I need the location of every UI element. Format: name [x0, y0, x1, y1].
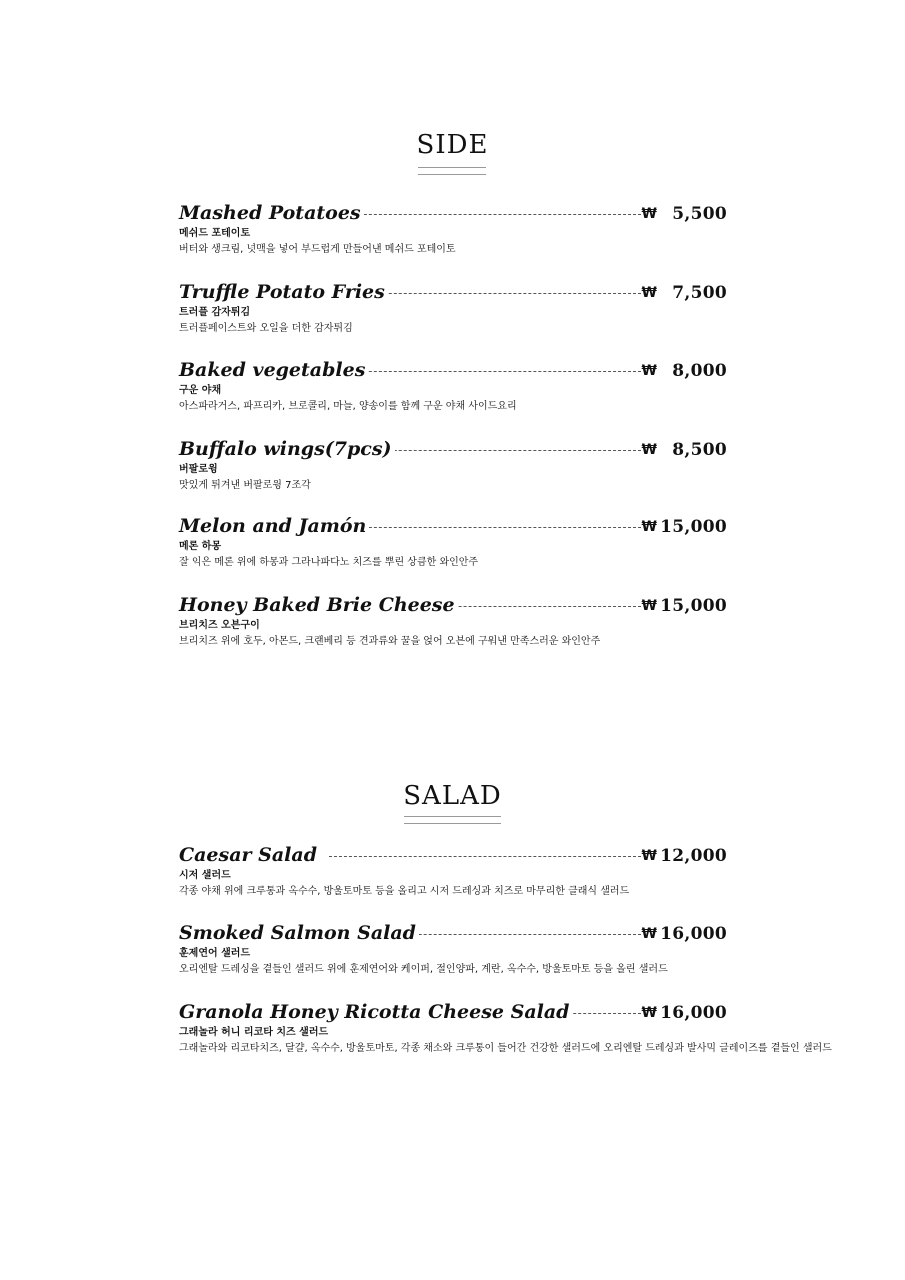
dotted-leader	[329, 214, 641, 215]
item-price: 15,000	[660, 517, 727, 537]
item-description: 버터와 생크림, 넛맥을 넣어 부드럽게 만들어낸 메쉬드 포테이토	[179, 244, 456, 255]
item-header-row	[179, 842, 727, 868]
menu-item-honey-baked-brie	[179, 592, 839, 650]
item-description: 아스파라거스, 파프리카, 브로콜리, 마늘, 양송이를 함께 구운 야채 사이드요리	[179, 401, 517, 412]
item-price: 12,000	[660, 846, 727, 866]
item-korean-name: 구운 야채	[179, 385, 222, 396]
item-header-row	[179, 592, 727, 618]
side-section-title: SIDE	[416, 130, 489, 160]
item-korean-name: 메론 하몽	[179, 541, 222, 552]
item-description: 그래놀라와 리코타치즈, 달걀, 옥수수, 방울토마토, 각종 채소와 크루통이 들어간 건강한 샐러드에 오리엔탈 드레싱과 발사믹 글레이즈를 곁들인 샐러드	[179, 1043, 832, 1054]
side-title-underline	[418, 167, 486, 175]
salad-section-title: SALAD	[403, 781, 502, 811]
menu-item-granola-ricotta-salad	[179, 999, 839, 1057]
item-price: 8,000	[672, 361, 727, 381]
menu-item-truffle-potato-fries	[179, 279, 839, 337]
item-price: 8,500	[672, 440, 727, 460]
item-header-row	[179, 357, 727, 383]
item-korean-name: 트러플 감자튀김	[179, 307, 251, 318]
dotted-leader	[329, 527, 641, 528]
menu-item-smoked-salmon-salad	[179, 920, 839, 978]
item-header-row	[179, 200, 727, 226]
item-korean-name: 메쉬드 포테이토	[179, 228, 251, 239]
item-description: 잘 익은 메론 위에 하몽과 그라나파다노 치즈를 뿌린 상큼한 와인안주	[179, 557, 479, 568]
won-symbol: ₩	[642, 357, 657, 385]
menu-item-buffalo-wings	[179, 436, 839, 494]
item-description: 각종 야채 위에 크루통과 옥수수, 방울토마토 등을 올리고 시저 드레싱과 치즈로 마무리한 클래식 샐러드	[179, 886, 630, 897]
item-price: 7,500	[672, 283, 727, 303]
won-symbol: ₩	[642, 200, 657, 228]
item-korean-name: 버팔로윙	[179, 464, 218, 475]
menu-item-mashed-potatoes	[179, 200, 839, 258]
item-name: Honey Baked Brie Cheese	[179, 592, 458, 618]
item-description: 맛있게 튀겨낸 버팔로윙 7조각	[179, 480, 311, 491]
item-header-row	[179, 999, 727, 1025]
item-name: Smoked Salmon Salad	[179, 920, 419, 946]
item-name: Granola Honey Ricotta Cheese Salad	[179, 999, 572, 1025]
item-korean-name: 브리치즈 오븐구이	[179, 620, 260, 631]
item-price: 16,000	[660, 924, 727, 944]
menu-item-melon-and-jamon	[179, 513, 839, 571]
item-name: Mashed Potatoes	[179, 200, 364, 226]
item-korean-name: 훈제연어 샐러드	[179, 948, 251, 959]
won-symbol: ₩	[642, 842, 657, 870]
item-header-row	[179, 279, 727, 305]
salad-title-underline	[404, 816, 501, 824]
item-name: Buffalo wings(7pcs)	[179, 436, 395, 462]
menu-item-caesar-salad	[179, 842, 839, 900]
won-symbol: ₩	[642, 999, 657, 1027]
item-name: Caesar Salad	[179, 842, 320, 868]
won-symbol: ₩	[642, 592, 657, 620]
item-description: 트러플페이스트와 오일을 더한 감자튀김	[179, 323, 353, 334]
item-price: 15,000	[660, 596, 727, 616]
won-symbol: ₩	[642, 920, 657, 948]
won-symbol: ₩	[642, 436, 657, 464]
item-name: Baked vegetables	[179, 357, 368, 383]
won-symbol: ₩	[642, 513, 657, 541]
item-description: 브리치즈 위에 호두, 아몬드, 크랜베리 등 견과류와 꿀을 얹어 오븐에 구워낸 만족스러운 와인안주	[179, 636, 601, 647]
item-header-row	[179, 513, 727, 539]
item-description: 오리엔탈 드레싱을 곁들인 샐러드 위에 훈제연어와 케이퍼, 절인양파, 계란, 옥수수, 방울토마토 등을 올린 샐러드	[179, 964, 668, 975]
item-name: Truffle Potato Fries	[179, 279, 388, 305]
item-korean-name: 그래놀라 허니 리코타 치즈 샐러드	[179, 1027, 329, 1038]
item-price: 5,500	[672, 204, 727, 224]
won-symbol: ₩	[642, 279, 657, 307]
dotted-leader	[329, 371, 641, 372]
menu-item-baked-vegetables	[179, 357, 839, 415]
item-header-row	[179, 436, 727, 462]
item-header-row	[179, 920, 727, 946]
item-name: Melon and Jamón	[179, 513, 369, 539]
item-korean-name: 시저 샐러드	[179, 870, 231, 881]
dotted-leader	[329, 856, 641, 857]
item-price: 16,000	[660, 1003, 727, 1023]
